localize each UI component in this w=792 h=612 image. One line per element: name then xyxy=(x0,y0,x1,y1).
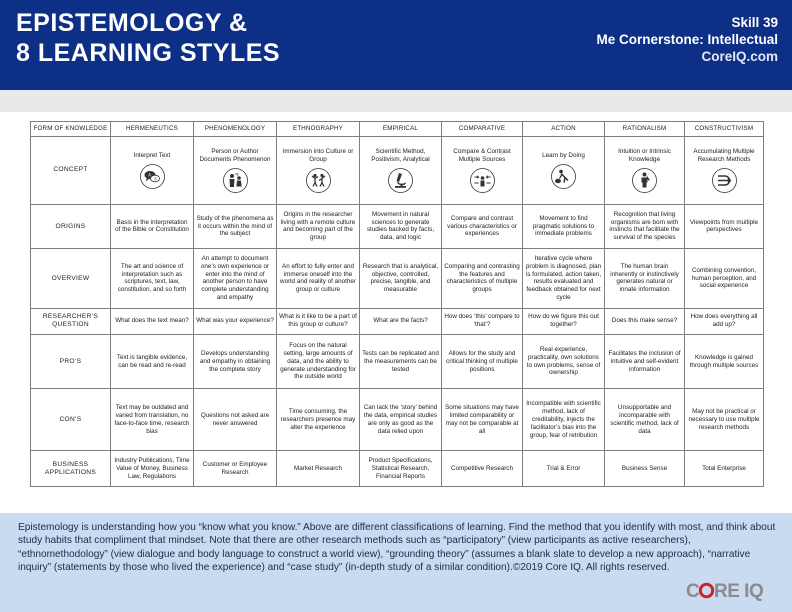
table-cell: Real experience, practicality, own solutions to own problems, sense of ownership xyxy=(523,335,605,389)
table-header-row xyxy=(31,122,764,137)
table-cell: What does the text mean? xyxy=(111,308,194,335)
table-cell: How do we figure this out together? xyxy=(523,308,605,335)
table-cell: An attempt to document one’s own experience or enter into the mind of another person to have complete understanding and empathy xyxy=(194,249,277,308)
table-cell: Develops understanding and empathy in obtaining the complete story xyxy=(194,335,277,389)
table-cell: Scientific Method, Positivism, Analytical xyxy=(360,137,442,204)
column-header: CONSTRUCTIVISM xyxy=(685,122,764,137)
table-cell: Study of the phenomena as it occurs within the mind of the subject xyxy=(194,204,277,249)
learning-styles-table xyxy=(30,121,763,487)
page-title xyxy=(16,8,280,68)
table-cell: May not be practical or necessary to use multiple research methods xyxy=(685,389,764,451)
compare-arrows-person-icon xyxy=(470,168,495,193)
table-cell: Learn by Doing xyxy=(523,137,605,204)
table-cell: Knowledge is gained through multiple sources xyxy=(685,335,764,389)
people-discussing-icon xyxy=(223,168,248,193)
table-cell: Interpret Text A あ xyxy=(111,137,194,204)
cornerstone-subtitle: Me Cornerstone: Intellectual xyxy=(596,32,778,47)
svg-text:A: A xyxy=(147,172,151,178)
column-header: EMPIRICAL xyxy=(360,122,442,137)
row-label-question: RESEARCHER’S QUESTION xyxy=(31,308,111,335)
table-cell: Unsupportable and incomparable with scientific method, lack of data xyxy=(605,389,685,451)
svg-text:C: C xyxy=(686,581,700,602)
table-cell: Some situations may have limited comparability or may not be comparable at all xyxy=(442,389,523,451)
table-cell: Time consuming, the researchers presence may alter the experience xyxy=(277,389,360,451)
table-cell: Intuition or Intrinsic Knowledge xyxy=(605,137,685,204)
table-cell: Allows for the study and critical thinking of multiple positions xyxy=(442,335,523,389)
table-cell: How does ‘this’ compare to ‘that’? xyxy=(442,308,523,335)
speech-bubbles-icon xyxy=(140,164,165,189)
table-cell: Comparing and contrasting the features and characteristics of multiple groups xyxy=(442,249,523,308)
table-cell: Text may be outdated and varied from translation, no face-to-face time, research bias xyxy=(111,389,194,451)
table-cell: Can lack the ‘story’ behind the data, empirical studies are only as good as the data relied upon xyxy=(360,389,442,451)
table-cell: Compare and contrast various characteristics or experiences xyxy=(442,204,523,249)
column-header: PHENOMENOLOGY xyxy=(194,122,277,137)
column-header: ETHNOGRAPHY xyxy=(277,122,360,137)
table-cell: Movement to find pragmatic solutions to immediate problems xyxy=(523,204,605,249)
concept-row xyxy=(31,137,764,204)
divider-band xyxy=(0,90,792,112)
table-cell: The human brain inherently or instinctively generates natural or innate information xyxy=(605,249,685,308)
person-lifting-icon xyxy=(551,164,576,189)
table-cell: Basis in the interpretation of the Bible or Constitution xyxy=(111,204,194,249)
microscope-icon xyxy=(388,168,413,193)
title-line-2: 8 LEARNING STYLES xyxy=(16,39,281,67)
table-cell: Accumulating Multiple Research Methods xyxy=(685,137,764,204)
table-cell: Market Research xyxy=(277,451,360,487)
row-label-business: BUSINESS APPLICATIONS xyxy=(31,451,111,487)
table-cell: Focus on the natural setting, large amounts of data, and the ability to generate understanding for the outside world xyxy=(277,335,360,389)
column-header: ACTION xyxy=(523,122,605,137)
origins-row xyxy=(31,204,764,249)
footer-description: Epistemology is understanding how you “know what you know.” Above are different classifications of learning. Find the method that you identify with most, and think about study habits that compliment that mindset. Note that there are other research methods such as “participatory” (view participants as active researchers), “ethnomethodology” (view dialogue and body language to construct a world view), “grounding theory” (assumes a blank slate to develop a new approach), “narrative inquiry” (statements by those who lived the experience) and “case study” (in-depth study of a similar condition).©2019 Core IQ. All rights reserved. xyxy=(18,522,776,574)
table-cell: Iterative cycle where problem is diagnosed, plan is formulated, action taken, results evaluated and feedback obtained for next cycle xyxy=(523,249,605,308)
tribal-dancers-icon xyxy=(306,168,331,193)
question-row xyxy=(31,308,764,335)
column-header: COMPARATIVE xyxy=(442,122,523,137)
table-cell: Tests can be replicated and the measurements can be tested xyxy=(360,335,442,389)
table-cell: Compare & Contrast Multiple Sources xyxy=(442,137,523,204)
person-thinking-icon xyxy=(632,168,657,193)
table-cell: Trial & Error xyxy=(523,451,605,487)
table-cell: What is it like to be a part of this group or culture? xyxy=(277,308,360,335)
table-cell: Immersion into Culture or Group xyxy=(277,137,360,204)
table-cell: Business Sense xyxy=(605,451,685,487)
pros-row xyxy=(31,335,764,389)
table-cell: Movement in natural sciences to generate studies backed by facts, data, and logic xyxy=(360,204,442,249)
row-label-concept: CONCEPT xyxy=(31,137,111,204)
header-banner xyxy=(0,0,792,90)
overview-row xyxy=(31,249,764,308)
cons-row xyxy=(31,389,764,451)
svg-text:RE IQ: RE IQ xyxy=(714,581,764,602)
skill-info xyxy=(596,14,778,65)
table-cell: Person or Author Documents Phenomenon xyxy=(194,137,277,204)
table-cell: Questions not asked are never answered xyxy=(194,389,277,451)
skill-number: Skill 39 xyxy=(731,15,778,30)
site-link[interactable]: CoreIQ.com xyxy=(701,49,778,64)
table-cell: Customer or Employee Research xyxy=(194,451,277,487)
core-iq-logo xyxy=(686,578,774,602)
table-cell: Competitive Research xyxy=(442,451,523,487)
corner-header: FORM OF KNOWLEDGE xyxy=(31,122,111,137)
table-cell: Origins in the researcher living with a remote culture and becoming part of the group xyxy=(277,204,360,249)
table-cell: How does everything all add up? xyxy=(685,308,764,335)
row-label-pros: PRO’S xyxy=(31,335,111,389)
table-cell: Facilitates the inclusion of intuitive and self-evident information xyxy=(605,335,685,389)
table-cell: The art and science of interpretation such as scriptures, text, law, constitution, and so forth xyxy=(111,249,194,308)
row-label-overview: OVERVIEW xyxy=(31,249,111,308)
row-label-origins: ORIGINS xyxy=(31,204,111,249)
footer-panel xyxy=(0,513,792,612)
svg-text:あ: あ xyxy=(153,176,157,181)
title-line-1: EPISTEMOLOGY & xyxy=(16,9,248,37)
table-cell: Recognition that living organisms are born with instincts that facilitate the survival of the species xyxy=(605,204,685,249)
table-cell: What are the facts? xyxy=(360,308,442,335)
table-cell: Viewpoints from multiple perspectives xyxy=(685,204,764,249)
table-cell: Text is tangible evidence, can be read and re-read xyxy=(111,335,194,389)
table-cell: Combining convention, human perception, and social experience xyxy=(685,249,764,308)
table-cell: What was your experience? xyxy=(194,308,277,335)
table-cell: An effort to fully enter and immerse oneself into the world and reality of another group or culture xyxy=(277,249,360,308)
column-header: RATIONALISM xyxy=(605,122,685,137)
table-cell: Research that is analytical, objective, controlled, precise, tangible, and measurable xyxy=(360,249,442,308)
merging-arrows-icon xyxy=(712,168,737,193)
table-cell: Incompatible with scientific method, lack of creditability, injects the facilitator’s bias into the group, fear of retribution xyxy=(523,389,605,451)
table-cell: Does this make sense? xyxy=(605,308,685,335)
column-header: HERMENEUTICS xyxy=(111,122,194,137)
table-cell: Product Specifications, Statistical Research, Financial Reports xyxy=(360,451,442,487)
business-row xyxy=(31,451,764,487)
table-cell: Total Enterprise xyxy=(685,451,764,487)
row-label-cons: CON’S xyxy=(31,389,111,451)
table-cell: Industry Publications, Time Value of Money, Business Law, Regulations xyxy=(111,451,194,487)
